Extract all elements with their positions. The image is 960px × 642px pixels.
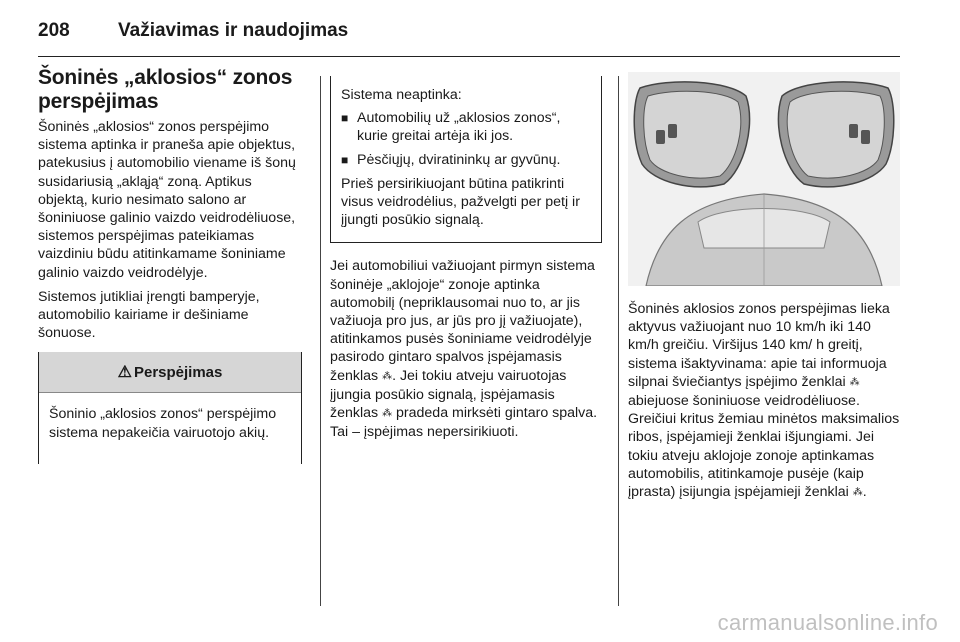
- warning-triangle-icon: ⚠: [117, 364, 132, 382]
- warning-heading: Perspėjimas: [133, 363, 223, 381]
- watermark-text: carmanualsonline.info: [717, 610, 938, 635]
- list-item: ■ Pėsčiųjų, dviratininkų ar gyvūnų.: [341, 151, 561, 168]
- column-left: [38, 66, 302, 464]
- speed-range-paragraph: Šoninės aklosios zonos perspėjimas lieka aktyvus važiuojant nuo 10 km/h iki 140 km/h greičiu. Viršijus 140 km/ h greitį, sistema išaktyvinama: apie tai informuoja silpnai šviečiantys įspėjimo ženklai ⁂ abiejuose šoniniuose veidrodėliuose. Greičiui kritus žemiau minėtos maksimalios ribos, įspėjamieji ženklai išjungiami. Jei tokiu atveju aklojoje zonoje aptinkamas automobilis, atitinkamoje pusėje (kaip įprasta) įsijungia įspėjamieji ženklai ⁂.: [628, 301, 900, 501]
- limitations-box: [330, 76, 602, 243]
- column-divider-2: [618, 76, 619, 606]
- list-item: ■ Automobilių už „aklosios zonos“, kurie greitai artėja iki jos.: [341, 110, 561, 145]
- intro-paragraph: Šoninės „aklosios“ zonos perspėjimo sistema aptinka ir praneša apie objektus, patekusius į automobilio viename iš šonų susidariusią „akląją“ zoną. Aptikus objektą, kurio nesimato salono ar šoniniuose galinio vaizdo veidrodėliuose, sistemos perspėjimas pateikiamas vaizdiniu būdu atitinkamame šoniniame galinio vaizdo veidrodėlyje.: [38, 119, 296, 281]
- blind-spot-warning-icon: ⁂: [382, 408, 393, 420]
- detection-paragraph: Jei automobiliui važiuojant pirmyn sistema šoninėje „aklojoje“ zonoje aptinka automobilį (nepriklausomai nuo to, ar jis važiuoja pro jus, ar jūs pro jį važiuojate), atitinkamos pusės šoniniame veidrodėlyje pasirodo gintaro spalvos įspėjamasis ženklas ⁂. Jei tokiu atveju vairuotojas įjungia posūkio signalą, įspėjamasis ženklas ⁂ pradeda mirksėti gintaro spalva. Tai – įspėjimas nepersirikiuoti.: [330, 258, 598, 441]
- header-divider: [38, 56, 900, 57]
- limitations-list: [341, 109, 591, 169]
- chapter-title: Važiavimas ir naudojimas: [118, 20, 349, 41]
- blind-spot-warning-icon: ⁂: [382, 370, 393, 382]
- page-number: 208: [38, 20, 70, 41]
- limitations-intro: Sistema neaptinka:: [341, 87, 462, 103]
- blind-spot-warning-icon: ⁂: [849, 376, 860, 388]
- blind-spot-warning-icon: ⁂: [852, 487, 863, 499]
- page-header: [38, 14, 900, 52]
- lane-change-note: Prieš persirikiuojant būtina patikrinti visus veidrodėlius, pažvelgti per petį ir įjungti posūkio signalą.: [341, 175, 580, 229]
- column-middle: [330, 66, 602, 447]
- mirror-illustration: [628, 72, 900, 286]
- column-right: [628, 66, 900, 508]
- bullet-icon: ■: [341, 111, 349, 126]
- column-divider-1: [320, 76, 321, 606]
- bullet-icon: ■: [341, 152, 349, 167]
- warning-box: [38, 352, 302, 464]
- warning-text: Šoninio „aklosios zonos“ perspėjimo sistema nepakeičia vairuotojo akių.: [49, 406, 277, 441]
- section-title: Šoninės „aklosios“ zonos perspėjimas: [38, 66, 293, 113]
- warning-header: [39, 352, 301, 393]
- mirrors-and-car-image: [628, 72, 900, 286]
- sensor-paragraph: Sistemos jutikliai įrengti bamperyje, automobilio kairiame ir dešiniame šonuose.: [38, 288, 260, 342]
